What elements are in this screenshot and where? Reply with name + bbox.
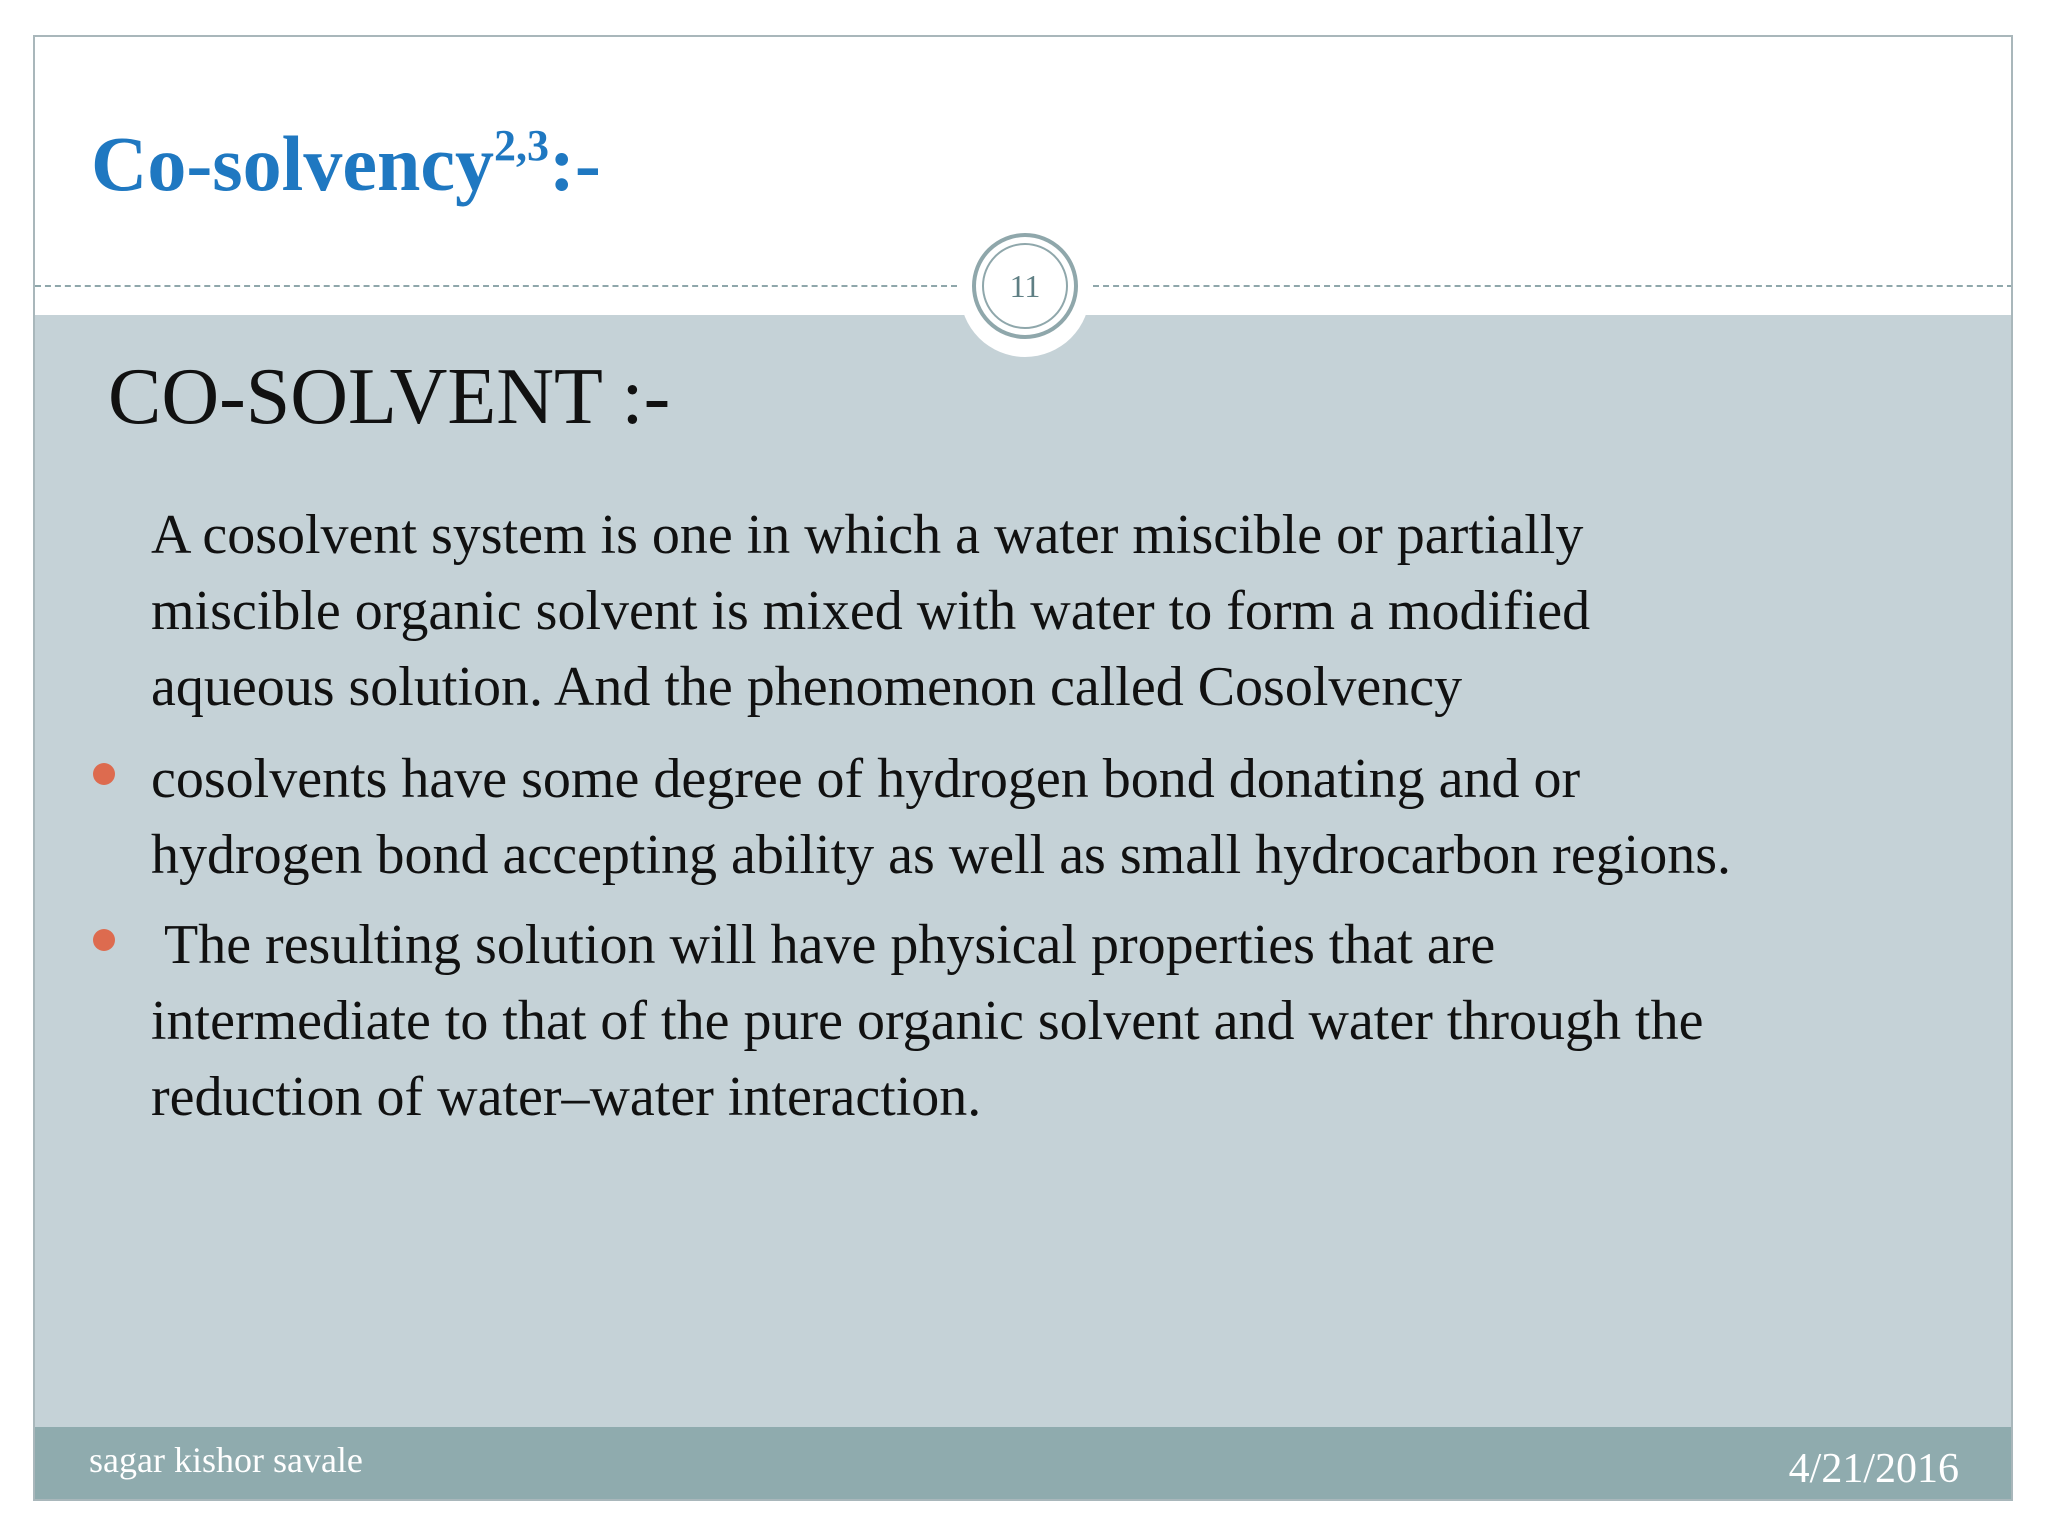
text-line: aqueous solution. And the phenomenon called Cosolvency bbox=[151, 656, 1463, 718]
text-line: cosolvents have some degree of hydrogen bond donating and or bbox=[151, 748, 1581, 810]
text-line: A cosolvent system is one in which a water miscible or partially bbox=[151, 504, 1584, 566]
sub-heading: CO-SOLVENT :- bbox=[108, 353, 671, 441]
slide-footer bbox=[35, 1427, 2011, 1499]
title-superscript: 2,3 bbox=[493, 121, 549, 170]
slide bbox=[33, 35, 2013, 1501]
slide-number-badge bbox=[972, 233, 1078, 339]
header-divider-right bbox=[1093, 285, 2013, 287]
text-line: miscible organic solvent is mixed with water to form a modified bbox=[151, 580, 1591, 642]
header-divider-left bbox=[35, 285, 957, 287]
title-suffix: :- bbox=[548, 120, 601, 207]
footer-date: 4/21/2016 bbox=[1788, 1446, 1959, 1492]
text-line: reduction of water–water interaction. bbox=[151, 1066, 982, 1128]
text-line: hydrogen bond accepting ability as well as small hydrocarbon regions. bbox=[151, 824, 1732, 886]
footer-author: sagar kishor savale bbox=[89, 1440, 363, 1480]
text-line: intermediate to that of the pure organic solvent and water through the bbox=[151, 990, 1704, 1052]
slide-number: 11 bbox=[982, 243, 1068, 329]
text-line: The resulting solution will have physical properties that are bbox=[151, 914, 1496, 976]
bullet-dot-icon bbox=[93, 763, 115, 785]
definition-paragraph bbox=[151, 497, 1590, 725]
slide-title bbox=[91, 120, 601, 207]
bullet-dot-icon bbox=[93, 929, 115, 951]
title-text: Co-solvency bbox=[91, 120, 494, 207]
bullet-item bbox=[151, 907, 1703, 1135]
bullet-item bbox=[151, 741, 1731, 893]
